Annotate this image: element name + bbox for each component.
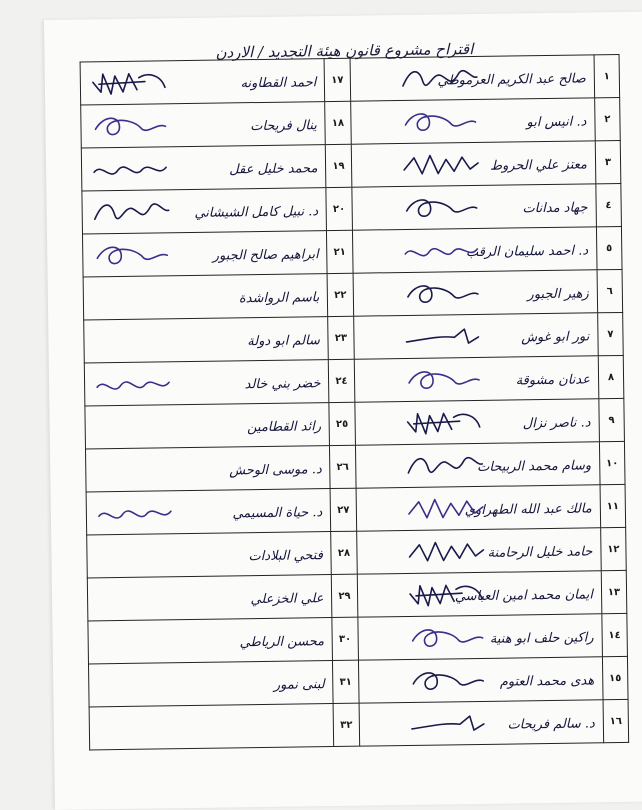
name-cell bbox=[88, 618, 333, 664]
signer-name: محمد خليل عقل bbox=[229, 161, 325, 177]
table-row bbox=[84, 355, 624, 406]
table-row bbox=[87, 527, 627, 578]
signer-name: د. حياة المسيمي bbox=[232, 505, 330, 521]
row-number: ٢ bbox=[595, 97, 621, 140]
name-cell bbox=[84, 317, 329, 363]
table-row bbox=[88, 613, 628, 664]
name-cell bbox=[351, 141, 596, 187]
row-number: ٩ bbox=[599, 398, 625, 441]
handwritten-signature bbox=[93, 368, 173, 399]
name-cell bbox=[81, 102, 326, 148]
table-row bbox=[81, 140, 621, 191]
table-row bbox=[84, 312, 624, 363]
row-number: ٢٨ bbox=[331, 531, 357, 574]
table-row bbox=[82, 226, 622, 277]
row-number: ٣٠ bbox=[332, 617, 358, 660]
handwritten-signature bbox=[406, 622, 486, 653]
name-cell bbox=[356, 485, 601, 531]
handwritten-signature bbox=[407, 708, 487, 739]
handwritten-signature bbox=[401, 278, 481, 309]
name-cell bbox=[356, 528, 601, 574]
name-cell bbox=[85, 403, 330, 449]
name-cell bbox=[358, 657, 603, 703]
signer-name: رائد القطامين bbox=[247, 419, 329, 435]
table-row bbox=[86, 484, 626, 535]
row-number: ١٠ bbox=[599, 441, 625, 484]
handwritten-signature bbox=[89, 67, 169, 98]
signer-name: معتز علي الحروط bbox=[490, 157, 595, 173]
name-cell bbox=[83, 274, 328, 320]
row-number: ٢٣ bbox=[328, 316, 354, 359]
name-cell bbox=[87, 575, 332, 621]
document-sheet bbox=[44, 12, 642, 810]
handwritten-signature bbox=[89, 110, 169, 141]
table-row bbox=[89, 699, 629, 750]
signer-name: عدنان مشوقة bbox=[516, 372, 599, 388]
row-number: ٢٩ bbox=[332, 574, 358, 617]
handwritten-signature bbox=[405, 579, 485, 610]
signer-name: باسم الرواشدة bbox=[239, 290, 328, 306]
row-number: ١٨ bbox=[325, 101, 351, 144]
name-cell bbox=[351, 184, 596, 230]
table-row bbox=[81, 97, 621, 148]
signer-name: فتحي البلادات bbox=[248, 548, 331, 564]
signer-name: محسن الرياطي bbox=[239, 634, 332, 650]
signer-name: ايمان محمد امين العباسي bbox=[455, 587, 601, 604]
row-number: ٣٢ bbox=[333, 703, 359, 746]
name-cell bbox=[352, 227, 597, 273]
name-cell bbox=[359, 700, 604, 746]
name-cell bbox=[355, 442, 600, 488]
row-number: ٣١ bbox=[333, 660, 359, 703]
name-cell bbox=[350, 55, 595, 101]
name-cell bbox=[80, 59, 325, 105]
table-row bbox=[85, 441, 625, 492]
row-number: ١٣ bbox=[601, 570, 627, 613]
signer-name: نور ابو غوش bbox=[521, 329, 597, 345]
row-number: ٢٢ bbox=[327, 273, 353, 316]
name-cell bbox=[82, 231, 327, 277]
handwritten-signature bbox=[95, 497, 175, 528]
signer-name: د. نبيل كامل الشيشاني bbox=[194, 204, 326, 221]
name-cell bbox=[84, 360, 329, 406]
handwritten-signature bbox=[90, 153, 170, 184]
signer-name: د. انيس ابو bbox=[526, 114, 594, 130]
handwritten-signature bbox=[402, 364, 482, 395]
row-number: ٥ bbox=[596, 226, 622, 269]
table-row bbox=[82, 183, 622, 234]
row-number: ٢٥ bbox=[329, 402, 355, 445]
name-cell bbox=[357, 571, 602, 617]
handwritten-signature bbox=[402, 321, 482, 352]
signer-name: خضر بني خالد bbox=[244, 376, 328, 392]
name-cell bbox=[85, 446, 330, 492]
signature-table bbox=[80, 54, 630, 750]
row-number: ٢٤ bbox=[329, 359, 355, 402]
name-cell bbox=[353, 313, 598, 359]
row-number: ١٤ bbox=[602, 613, 628, 656]
signer-name: ابراهيم صالح الجبور bbox=[213, 247, 327, 264]
signer-name: لبنى نمور bbox=[274, 677, 333, 693]
handwritten-signature bbox=[403, 407, 483, 438]
name-cell bbox=[86, 489, 331, 535]
name-cell bbox=[81, 145, 326, 191]
name-cell bbox=[350, 98, 595, 144]
table-row bbox=[83, 269, 623, 320]
handwritten-signature bbox=[407, 665, 487, 696]
row-number: ٦ bbox=[597, 269, 623, 312]
signer-name: د. موسى الوحش bbox=[229, 462, 330, 478]
signer-name: راكين حلف ابو هنية bbox=[490, 630, 602, 647]
signer-name: وسام محمد الربيحات bbox=[477, 458, 599, 475]
row-number: ٨ bbox=[598, 355, 624, 398]
row-number: ٢٠ bbox=[326, 187, 352, 230]
row-number: ١٩ bbox=[326, 144, 352, 187]
row-number: ٣ bbox=[595, 140, 621, 183]
handwritten-signature bbox=[401, 235, 481, 266]
signer-name: د. احمد سليمان الرقب bbox=[466, 243, 596, 260]
name-cell bbox=[354, 356, 599, 402]
signer-name: د. ناصر نزال bbox=[523, 415, 599, 431]
name-cell bbox=[357, 614, 602, 660]
row-number: ٧ bbox=[598, 312, 624, 355]
document-heading: اقتراح مشروع قانون هيئة التجديد / الاردن bbox=[44, 38, 642, 76]
row-number: ١٧ bbox=[324, 58, 350, 101]
handwritten-signature bbox=[91, 239, 171, 270]
row-number: ١٦ bbox=[603, 699, 629, 742]
table-row bbox=[85, 398, 625, 449]
row-number: ٤ bbox=[596, 183, 622, 226]
signer-name: زهير الجبور bbox=[527, 286, 596, 302]
handwritten-signature bbox=[404, 493, 484, 524]
signer-name: حامد خليل الرحامنة bbox=[487, 544, 600, 561]
row-number: ١٥ bbox=[602, 656, 628, 699]
signer-name: علي الخزعلي bbox=[250, 591, 331, 607]
handwritten-signature bbox=[399, 149, 479, 180]
handwritten-signature bbox=[90, 196, 170, 227]
handwritten-signature bbox=[399, 106, 479, 137]
signer-name: جهاد مدانات bbox=[522, 200, 595, 216]
signer-name: هدى محمد العتوم bbox=[500, 673, 603, 689]
signer-name: ينال فريحات bbox=[250, 118, 325, 134]
table-row bbox=[80, 54, 620, 105]
signer-name: مالك عبد الله الطهراوي bbox=[465, 501, 600, 518]
signer-name: احمد القطاونه bbox=[240, 75, 324, 91]
table-row bbox=[88, 656, 628, 707]
name-cell bbox=[354, 399, 599, 445]
signer-name: صالح عبد الكريم العرموطي bbox=[437, 71, 594, 88]
signer-name: سالم ابو دولة bbox=[247, 333, 328, 349]
handwritten-signature bbox=[405, 536, 485, 567]
name-cell bbox=[82, 188, 327, 234]
handwritten-signature bbox=[398, 63, 478, 94]
name-cell bbox=[87, 532, 332, 578]
row-number: ٢١ bbox=[327, 230, 353, 273]
row-number: ١١ bbox=[600, 484, 626, 527]
name-cell bbox=[353, 270, 598, 316]
name-cell bbox=[89, 704, 334, 750]
row-number: ١٢ bbox=[601, 527, 627, 570]
table-row bbox=[87, 570, 627, 621]
row-number: ٢٦ bbox=[330, 445, 356, 488]
handwritten-signature bbox=[400, 192, 480, 223]
name-cell bbox=[88, 661, 333, 707]
row-number: ٢٧ bbox=[330, 488, 356, 531]
row-number: ١ bbox=[594, 54, 620, 97]
handwritten-signature bbox=[404, 450, 484, 481]
signer-name: د. سالم فريحات bbox=[507, 716, 602, 732]
